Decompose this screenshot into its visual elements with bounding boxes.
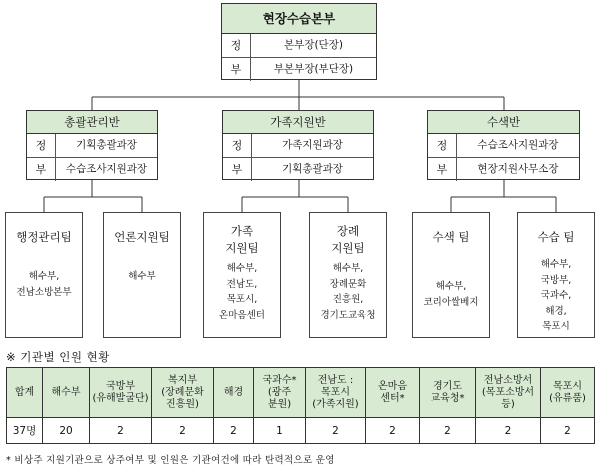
staff-table xyxy=(6,367,595,444)
team-admin-management xyxy=(5,212,83,338)
header-cell xyxy=(90,368,152,418)
role-key: 부 xyxy=(222,58,251,81)
value-cell: 2 xyxy=(420,418,476,444)
header-cell xyxy=(7,368,43,418)
staff-table-header-row xyxy=(7,368,595,418)
header-cell xyxy=(43,368,90,418)
role-value: 수습조사지원과장 xyxy=(65,163,148,175)
team-funeral-support xyxy=(309,212,387,338)
header-line: 온마음 xyxy=(378,380,407,392)
team-recovery xyxy=(517,212,595,338)
team-name-line: 가족 xyxy=(230,224,254,238)
headquarters-title: 현장수습본부 xyxy=(222,4,376,34)
value-cell: 2 xyxy=(152,418,214,444)
role-value: 현장지원사무소장 xyxy=(477,163,559,175)
headquarters-box xyxy=(221,3,377,80)
team-member: 전남도, xyxy=(226,278,258,290)
value-cell: 2 xyxy=(306,418,366,444)
team-name: 언론지원팀 xyxy=(114,230,170,244)
header-line: 진흥원) xyxy=(166,398,199,410)
header-cell xyxy=(214,368,254,418)
role-key: 정 xyxy=(428,134,457,157)
header-line: (목포소방서 등) xyxy=(481,386,535,410)
team-members xyxy=(413,279,489,310)
team-name-line: 지원팀 xyxy=(225,241,259,255)
dept-row-head xyxy=(27,134,157,157)
team-member: 해수부, xyxy=(540,259,572,270)
role-value: 기획총괄과장 xyxy=(76,139,137,151)
role-value: 가족지원과장 xyxy=(282,139,343,151)
team-name xyxy=(310,223,386,257)
team-member: 국방부, xyxy=(540,274,572,286)
role-value: 수습조사지원과장 xyxy=(477,139,559,151)
header-line: (광주 xyxy=(267,386,292,398)
value-cell: 2 xyxy=(541,418,595,444)
team-member: 해수부, xyxy=(28,271,60,282)
role-value: 기획총괄과장 xyxy=(282,163,343,175)
team-name: 수색 팀 xyxy=(432,230,470,244)
team-members xyxy=(518,257,594,335)
footnote: * 비상주 지원기관으로 상주여부 및 인원은 기관여건에 따라 탄력적으로 운영 xyxy=(6,455,335,466)
value-cell: 2 xyxy=(476,418,541,444)
value-cell: 2 xyxy=(214,418,254,444)
team-member: 경기도교육청 xyxy=(320,309,376,321)
team-member: 해경, xyxy=(545,305,567,317)
header-line: (유해발굴단) xyxy=(92,392,149,404)
header-line: 분원) xyxy=(267,398,292,410)
header-line: 경기도 xyxy=(433,380,462,392)
dept-row-deputy xyxy=(428,157,579,181)
header-cell xyxy=(366,368,420,418)
team-member: 전남소방본부 xyxy=(16,286,72,298)
value-cell: 37명 xyxy=(7,418,43,444)
dept-title: 가족지원반 xyxy=(223,111,373,134)
team-member: 목포시, xyxy=(226,294,258,305)
header-line: 목포시 xyxy=(321,386,350,398)
header-cell xyxy=(420,368,476,418)
dept-general-management xyxy=(26,110,158,180)
value-cell: 2 xyxy=(90,418,152,444)
role-value: 부본부장(부단장) xyxy=(273,63,354,75)
header-line: 교육청* xyxy=(430,392,465,404)
header-line: 해경 xyxy=(223,386,244,398)
team-member: 온마음센터 xyxy=(219,309,265,321)
header-cell xyxy=(306,368,366,418)
header-line: 전남소방서 xyxy=(483,374,533,386)
header-line: 전남도 : xyxy=(317,374,354,386)
team-name-line: 지원팀 xyxy=(331,241,365,255)
team-members xyxy=(6,269,82,300)
team-family-support xyxy=(203,212,281,338)
header-line: (가족지원) xyxy=(312,398,359,410)
team-name-line: 장례 xyxy=(336,224,360,238)
dept-row-deputy xyxy=(27,157,157,181)
team-member: 해수부, xyxy=(332,263,364,274)
header-cell xyxy=(254,368,306,418)
header-line: 복지부 xyxy=(168,374,197,386)
team-name: 행정관리팀 xyxy=(16,230,72,244)
team-member: 국과수, xyxy=(540,290,572,301)
header-line: 국방부 xyxy=(106,380,135,392)
header-cell xyxy=(541,368,595,418)
team-name: 수습 팀 xyxy=(537,230,575,244)
dept-row-head xyxy=(428,134,579,157)
staff-section-title: ※ 기관별 인원 현황 xyxy=(6,350,110,364)
team-member: 장례문화 xyxy=(329,278,367,290)
team-member: 해수부, xyxy=(435,281,467,292)
team-member: 진흥원, xyxy=(332,294,364,305)
role-key: 정 xyxy=(222,34,251,57)
value-cell: 20 xyxy=(43,418,90,444)
header-line: 센터* xyxy=(380,392,405,404)
header-line: 해수부 xyxy=(51,386,81,398)
dept-search xyxy=(427,110,580,180)
value-cell: 1 xyxy=(254,418,306,444)
team-search xyxy=(412,212,490,338)
role-key: 정 xyxy=(223,134,252,157)
team-name xyxy=(204,223,280,257)
team-member: 해수부 xyxy=(128,271,156,282)
team-members xyxy=(310,261,386,323)
dept-family-support xyxy=(222,110,374,180)
role-key: 부 xyxy=(27,158,56,181)
team-member: 코리아쌀베지 xyxy=(423,296,479,308)
team-members xyxy=(104,269,180,285)
dept-row-head xyxy=(223,134,373,157)
dept-title: 수색반 xyxy=(428,111,579,134)
team-members xyxy=(204,261,280,323)
role-key: 정 xyxy=(27,134,56,157)
headquarters-row-head xyxy=(222,34,376,57)
header-cell xyxy=(476,368,541,418)
role-key: 부 xyxy=(223,158,252,181)
dept-title: 총괄관리반 xyxy=(27,111,157,134)
header-line: 목포시 xyxy=(553,380,582,392)
role-value: 본부장(단장) xyxy=(284,39,343,51)
header-line: 합계 xyxy=(14,386,35,398)
staff-table-values-row xyxy=(7,418,595,444)
header-line: 국과수* xyxy=(262,374,297,386)
headquarters-row-deputy xyxy=(222,57,376,81)
team-media-support xyxy=(103,212,181,338)
team-member: 목포시 xyxy=(542,321,570,332)
header-line: (장례문화 xyxy=(161,386,204,398)
dept-row-deputy xyxy=(223,157,373,181)
header-cell xyxy=(152,368,214,418)
header-line: (유류품) xyxy=(549,392,586,404)
role-key: 부 xyxy=(428,158,457,181)
value-cell: 2 xyxy=(366,418,420,444)
team-member: 해수부, xyxy=(226,263,258,274)
